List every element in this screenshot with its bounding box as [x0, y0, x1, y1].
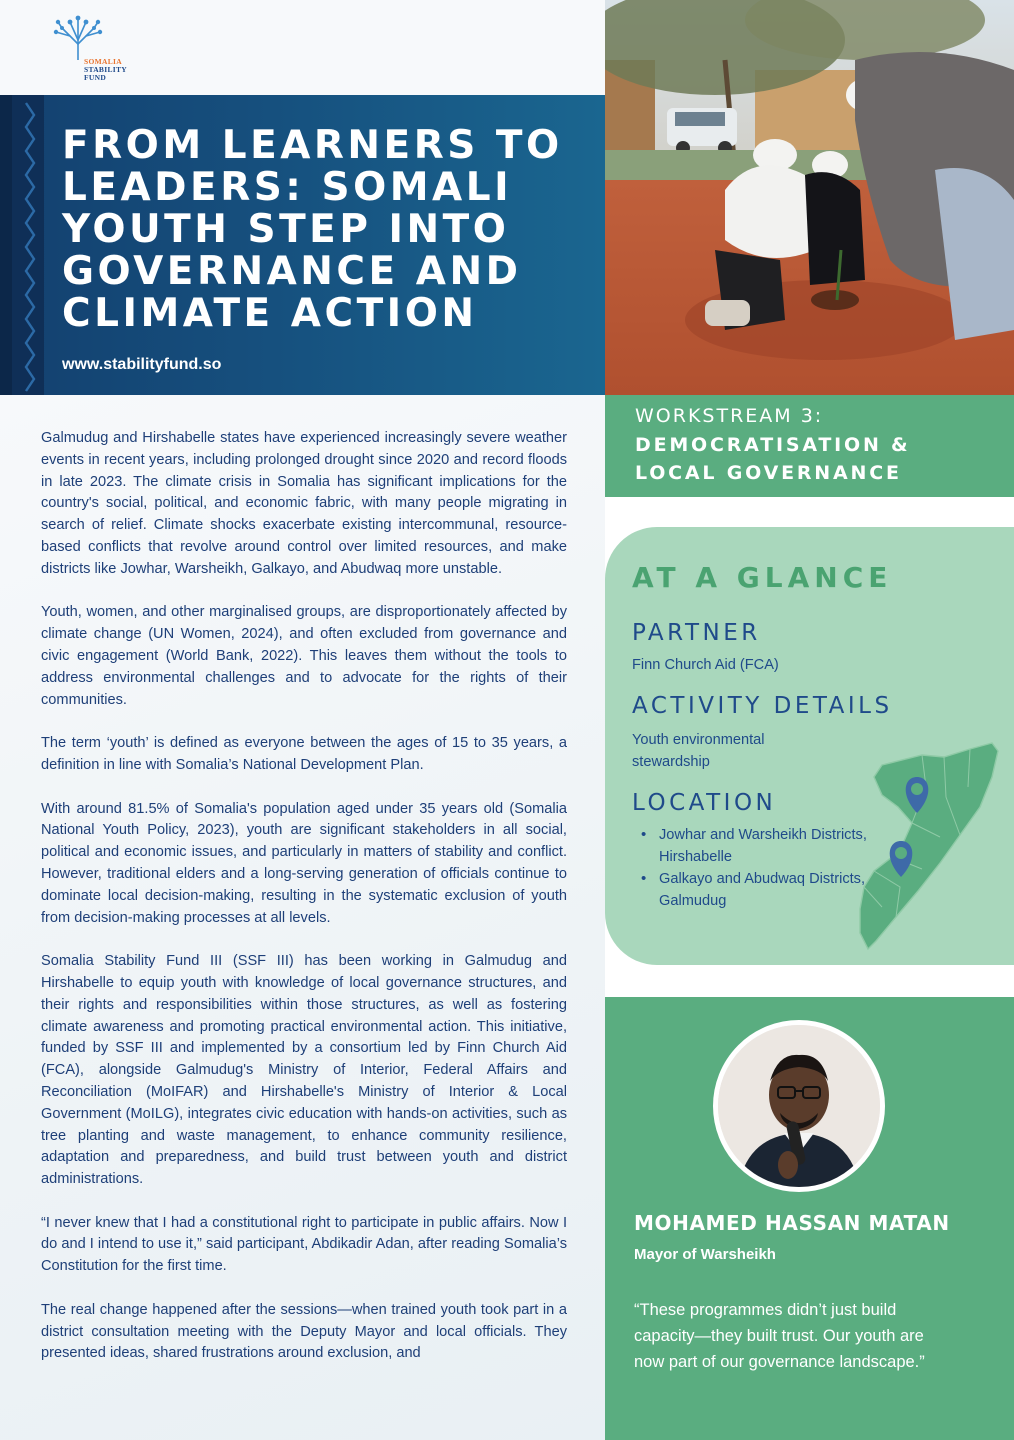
glance-title: AT A GLANCE [632, 561, 893, 594]
workstream-label: WORKSTREAM 3: [635, 405, 824, 427]
workstream-title-line-2: LOCAL GOVERNANCE [635, 462, 902, 484]
page-title: FROM LEARNERS TO LEADERS: SOMALI YOUTH STEP INTO GOVERNANCE AND CLIMATE ACTION [62, 123, 563, 336]
tree-logo-icon [50, 14, 110, 60]
main-column [0, 395, 605, 1440]
logo-line-2: STABILITY [84, 65, 127, 74]
location-list [632, 824, 872, 912]
somalia-stability-fund-logo [50, 14, 140, 88]
title-banner [0, 95, 605, 395]
activity-line-1: Youth environmental [632, 732, 765, 748]
at-a-glance-card [605, 527, 1014, 965]
partner-heading: PARTNER [632, 620, 761, 646]
somalia-map-icon [852, 737, 1002, 952]
article-paragraph-2: Youth, women, and other marginalised groups, are disproportionately affected by climate change (UN Women, 2024), and often excluded from governance and civic engagement (World Bank, 2022). This leaves them without the tools to address environmental challenges and to advocate for the rights of their communities. [41, 604, 567, 708]
mayor-name: MOHAMED HASSAN MATAN [634, 1211, 950, 1235]
workstream-band [605, 395, 1014, 497]
mayor-quote: “These programmes didn’t just build capacity—they built trust. Our youth are now part of our governance landscape.” [634, 1301, 925, 1371]
article-paragraph-1: Galmudug and Hirshabelle states have experienced increasingly severe weather events in recent years, including prolonged drought since 2020 and record floods in late 2023. The climate crisis in Somalia has significant implications for the country's social, political, and economic fabric, with many people migrating in search of relief. Climate shocks exacerbate existing intercommunal, resource-based conflicts that revolve around control over limited resources, and make districts like Jowhar, Warsheikh, Galkayo, and Abudwaq more unstable. [41, 430, 567, 577]
logo-wordmark [84, 58, 127, 82]
mayor-portrait [713, 1020, 885, 1192]
partner-value: Finn Church Aid (FCA) [632, 657, 779, 673]
logo-area [0, 0, 605, 95]
location-item: • Jowhar and Warsheikh Districts, Hirshabelle [632, 824, 872, 868]
workstream-title [635, 431, 910, 487]
mayor-quote-card [605, 997, 1014, 1440]
article-paragraph-6: “I never knew that I had a constitutional right to participate in public affairs. Now I do and I intend to use it,” said participant, Abdikadir Adan, after reading Somalia’s Constitution for the first time. [41, 1214, 567, 1275]
activity-line-2: stewardship [632, 754, 710, 770]
zigzag-decoration [0, 95, 44, 395]
location-heading: LOCATION [632, 790, 777, 816]
location-item: • Galkayo and Abudwaq Districts, Galmudug [632, 868, 872, 912]
article-paragraph-4: With around 81.5% of Somalia's population aged under 35 years old (Somalia National Youth Policy, 2023), youth are significant stakeholders in all social, political and economic issues, and particularly in matters of stability and conflict. However, traditional elders and a long-serving generation of officials continue to dominate local decision-making, resulting in the systematic exclusion of youth from decision-making processes at all levels. [41, 800, 567, 926]
logo-line-1: SOMALIA [84, 57, 122, 66]
activity-value [632, 729, 765, 773]
hero-photo-tree-planting [605, 0, 1014, 395]
article-body [41, 428, 567, 1387]
mayor-role: Mayor of Warsheikh [634, 1246, 776, 1263]
activity-heading: ACTIVITY DETAILS [632, 693, 893, 719]
article-paragraph-5: Somalia Stability Fund III (SSF III) has been working in Galmudug and Hirshabelle to equip youth with knowledge of local governance structures, and their rights and responsibilities within those structures, as well as fostering climate awareness and promoting practical environmental action. This initiative, funded by SSF III and implemented by a consortium led by Finn Church Aid (FCA), alongside Galmudug's Ministry of Interior, Federal Affairs and Reconciliation (MoIFAR) and Hirshabelle's Ministry of Interior & Local Government (MoILG), integrates civic education with hands-on activities, such as tree planting and waste management, to enhance community resilience, adaptation and preparedness, and build trust between youth and district administrations. [41, 953, 567, 1188]
article-paragraph-3: The term ‘youth’ is defined as everyone between the ages of 15 to 35 years, a definition in line with Somalia’s National Development Plan. [41, 735, 567, 773]
article-paragraph-7: The real change happened after the sessions—when trained youth took part in a district consultation meeting with the Deputy Mayor and local officials. They presented ideas, shared frustrations around exclusion, and [41, 1301, 567, 1362]
workstream-title-line-1: DEMOCRATISATION & [635, 434, 911, 456]
website-link[interactable]: www.stabilityfund.so [62, 356, 222, 373]
logo-line-3: FUND [84, 73, 107, 82]
